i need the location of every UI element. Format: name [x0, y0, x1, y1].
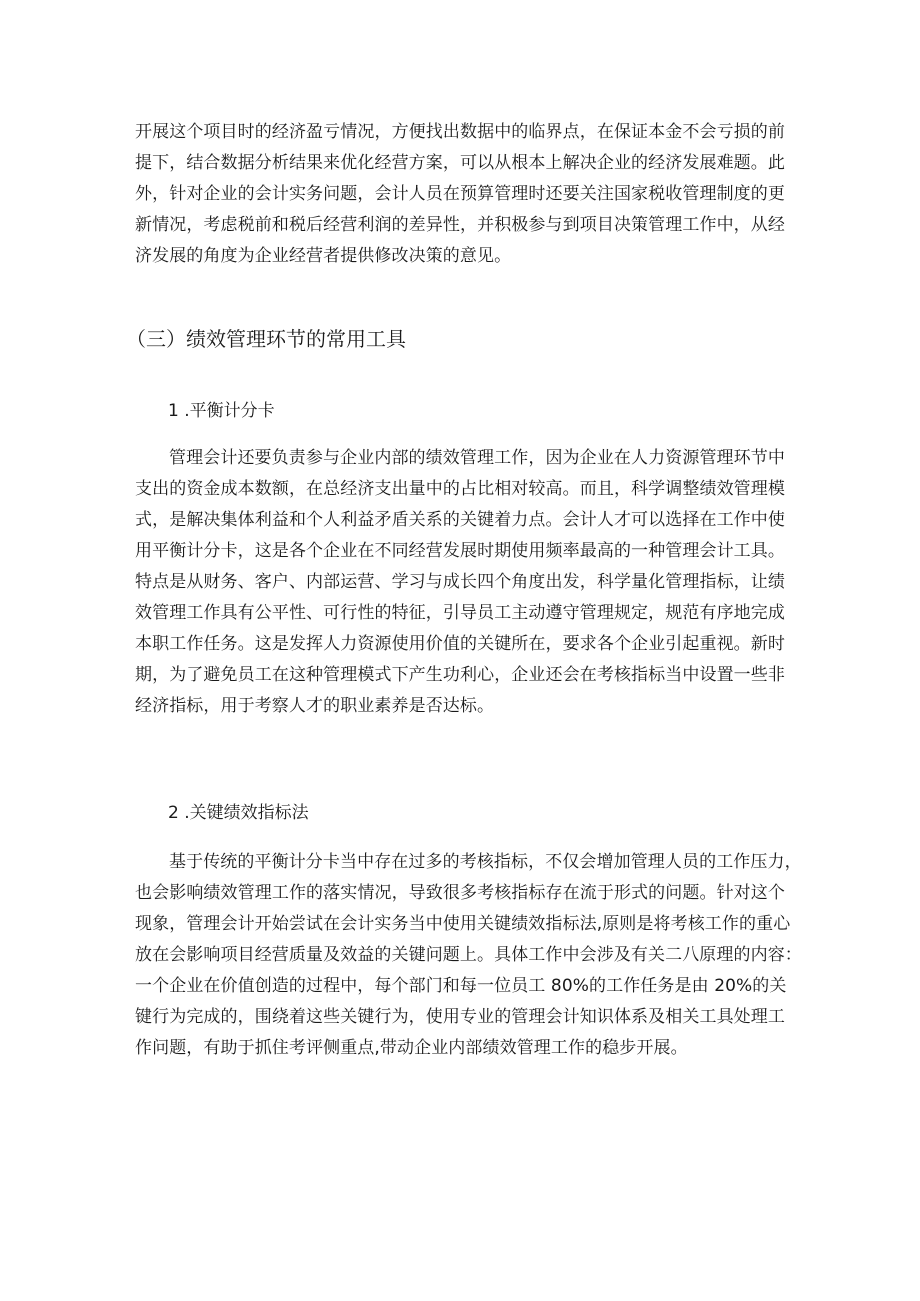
paragraph-line: 用平衡计分卡，这是各个企业在不同经营发展时期使用频率最高的一种管理会计工具。 — [135, 541, 785, 561]
paragraph-line: 期，为了避免员工在这种管理模式下产生功利心，企业还会在考核指标当中设置一些非 — [135, 665, 785, 685]
balanced-scorecard-paragraph — [135, 443, 785, 722]
paragraph-line: 开展这个项目时的经济盈亏情况，方便找出数据中的临界点，在保证本金不会亏损的前 — [135, 122, 785, 142]
section-heading: （三）绩效管理环节的常用工具 — [126, 327, 406, 351]
paragraph-line: 管理会计还要负责参与企业内部的绩效管理工作，因为企业在人力资源管理环节中 — [169, 448, 785, 468]
kpi-paragraph — [135, 847, 802, 1064]
paragraph-line: 放在会影响项目经营质量及效益的关键问题上。具体工作中会涉及有关二八原理的内容： — [135, 945, 802, 965]
intro-paragraph — [135, 117, 785, 272]
paragraph-line: 本职工作任务。这是发挥人力资源使用价值的关键所在，要求各个企业引起重视。新时 — [135, 634, 785, 654]
paragraph-line: 一个企业在价值创造的过程中，每个部门和每一位员工 80%的工作任务是由 20%的关 — [135, 976, 787, 996]
paragraph-line: 提下，结合数据分析结果来优化经营方案，可以从根本上解决企业的经济发展难题。此 — [135, 153, 785, 173]
paragraph-line: 支出的资金成本数额，在总经济支出量中的占比相对较高。而且，科学调整绩效管理模 — [135, 479, 785, 499]
paragraph-line: 基于传统的平衡计分卡当中存在过多的考核指标，不仅会增加管理人员的工作压力， — [169, 852, 802, 872]
paragraph-line: 济发展的角度为企业经营者提供修改决策的意见。 — [135, 246, 512, 266]
paragraph-line: 现象，管理会计开始尝试在会计实务当中使用关键绩效指标法,原则是将考核工作的重心 — [135, 914, 791, 934]
subsection-heading-kpi: 2 .关键绩效指标法 — [168, 803, 309, 823]
paragraph-line: 式，是解决集体利益和个人利益矛盾关系的关键着力点。会计人才可以选择在工作中使 — [135, 510, 785, 530]
paragraph-line: 经济指标，用于考察人才的职业素养是否达标。 — [135, 696, 495, 716]
paragraph-line: 也会影响绩效管理工作的落实情况，导致很多考核指标存在流于形式的问题。针对这个 — [135, 883, 785, 903]
paragraph-line: 新情况，考虑税前和税后经营利润的差异性，并积极参与到项目决策管理工作中，从经 — [135, 215, 785, 235]
subsection-heading-balanced-scorecard: 1 .平衡计分卡 — [168, 401, 275, 421]
paragraph-line: 效管理工作具有公平性、可行性的特征，引导员工主动遵守管理规定，规范有序地完成 — [135, 603, 785, 623]
paragraph-line: 外，针对企业的会计实务问题，会计人员在预算管理时还要关注国家税收管理制度的更 — [135, 184, 785, 204]
paragraph-line: 作问题，有助于抓住考评侧重点,带动企业内部绩效管理工作的稳步开展。 — [135, 1038, 688, 1058]
paragraph-line: 特点是从财务、客户、内部运营、学习与成长四个角度出发，科学量化管理指标，让绩 — [135, 572, 785, 592]
paragraph-line: 键行为完成的，围绕着这些关键行为，使用专业的管理会计知识体系及相关工具处理工 — [135, 1007, 785, 1027]
